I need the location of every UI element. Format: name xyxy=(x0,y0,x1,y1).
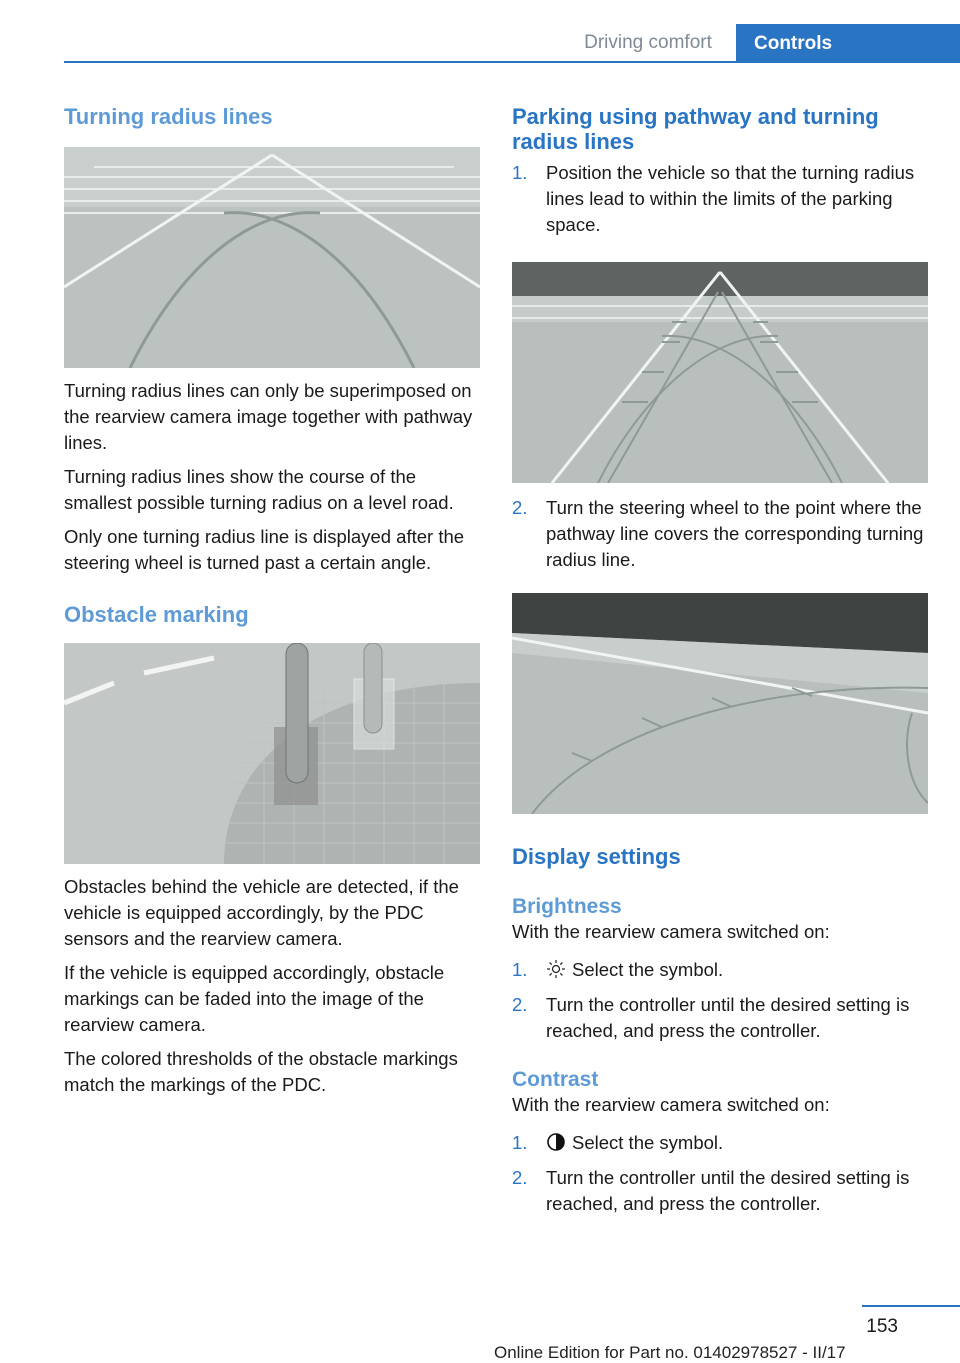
brightness-sun-icon xyxy=(546,959,566,986)
step-number: 2. xyxy=(512,1167,528,1188)
contrast-intro: With the rearview camera switched on: xyxy=(512,1094,830,1115)
step-text: Turn the controller until the desired setting is reached, and press the controller. xyxy=(546,1167,910,1214)
step-number: 1. xyxy=(512,959,528,980)
step-text: Turn the steering wheel to the point where the pathway line covers the corresponding turning radius line. xyxy=(546,497,924,570)
list-item xyxy=(512,1165,928,1217)
paragraph-obstacle-3: The colored thresholds of the obstacle markings match the markings of the PDC. xyxy=(64,1048,458,1095)
header-chapter-tab: Controls xyxy=(736,24,960,63)
step-text: Turn the controller until the desired setting is reached, and press the controller. xyxy=(546,994,910,1041)
heading-brightness: Brightness xyxy=(512,895,622,918)
step-number: 2. xyxy=(512,994,528,1015)
paragraph-turning-3: Only one turning radius line is displayed after the steering wheel is turned past a certain angle. xyxy=(64,526,465,573)
header-section-title: Driving comfort xyxy=(584,31,712,53)
step-text: Select the symbol. xyxy=(572,959,724,980)
figure-obstacle-marking xyxy=(64,643,480,864)
brightness-intro: With the rearview camera switched on: xyxy=(512,921,830,942)
heading-turning-radius-lines: Turning radius lines xyxy=(64,104,273,129)
step-text: Position the vehicle so that the turning radius lines lead to within the limits of the parking space. xyxy=(546,162,915,235)
page-number: 153 xyxy=(866,1316,898,1337)
heading-contrast: Contrast xyxy=(512,1068,599,1091)
step-number: 1. xyxy=(512,1132,528,1153)
footer-rule xyxy=(862,1305,960,1307)
list-item xyxy=(512,957,928,986)
figure-parking-position xyxy=(512,262,928,483)
paragraph-turning-1: Turning radius lines can only be superimposed on the rearview camera image together with pathway lines. xyxy=(64,380,473,453)
contrast-steps xyxy=(512,1130,928,1217)
list-item xyxy=(512,160,928,238)
list-item xyxy=(512,495,928,573)
paragraph-obstacle-1: Obstacles behind the vehicle are detected, if the vehicle is equipped accordingly, by the PDC sensors and the rearview camera. xyxy=(64,876,459,949)
figure-turning-radius-lines xyxy=(64,147,480,368)
step-number: 2. xyxy=(512,497,528,518)
paragraph-obstacle-2: If the vehicle is equipped accordingly, obstacle markings can be faded into the image of the rearview camera. xyxy=(64,962,445,1035)
contrast-half-circle-icon xyxy=(546,1132,566,1159)
brightness-steps xyxy=(512,957,928,1044)
left-column xyxy=(64,100,480,1098)
heading-obstacle-marking: Obstacle marking xyxy=(64,602,249,627)
paragraph-turning-2: Turning radius lines show the course of the smallest possible turning radius on a level road. xyxy=(64,466,454,513)
heading-parking-pathway: Parking using pathway and turning radius lines xyxy=(512,104,879,154)
right-column xyxy=(512,100,928,1217)
heading-display-settings: Display settings xyxy=(512,844,681,869)
figure-parking-steer xyxy=(512,593,928,814)
list-item xyxy=(512,1130,928,1159)
step-text: Select the symbol. xyxy=(572,1132,724,1153)
footer-edition: Online Edition for Part no. 01402978527 - II/17 xyxy=(494,1343,846,1362)
step-number: 1. xyxy=(512,162,528,183)
list-item xyxy=(512,992,928,1044)
header-rule xyxy=(64,61,960,63)
parking-steps-list-1 xyxy=(512,160,928,238)
parking-steps-list-2 xyxy=(512,495,928,573)
